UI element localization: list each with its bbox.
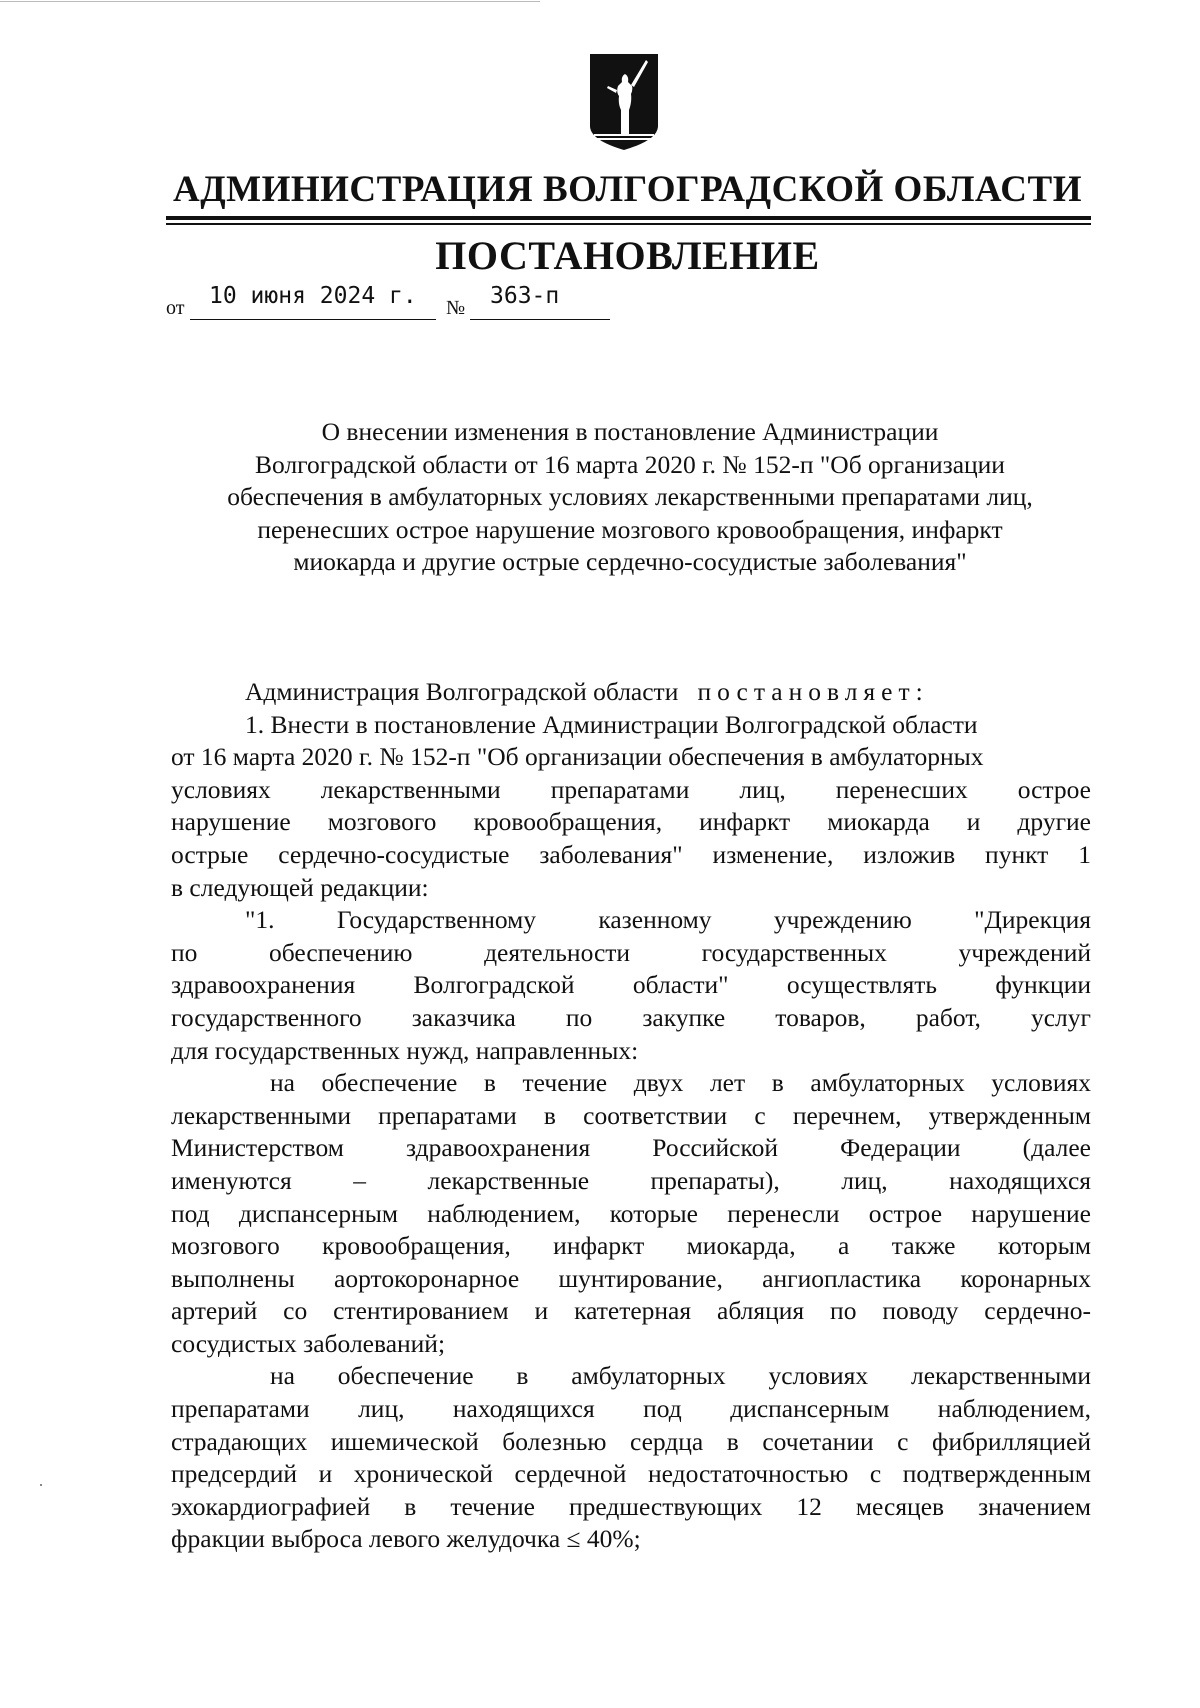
body-line: здравоохранения Волгоградской области" осуществлять функции	[171, 970, 1091, 1000]
scan-speck	[40, 1484, 42, 1486]
body-line: "1. Государственному казенному учреждению "Дирекция	[245, 905, 1091, 935]
preamble-text: Администрация Волгоградской области	[245, 677, 679, 706]
body-line: эхокардиографией в течение предшествующих 12 месяцев значением	[171, 1491, 1091, 1521]
body-line: мозгового кровообращения, инфаркт миокарда, а также которым	[171, 1231, 1091, 1261]
preamble-line	[171, 676, 1091, 709]
body-line: от 16 марта 2020 г. № 152-п "Об организации обеспечения в амбулаторных	[171, 742, 984, 772]
body-line: для государственных нужд, направленных:	[171, 1035, 639, 1065]
body-line: в следующей редакции:	[171, 872, 429, 902]
body-line: лекарственными препаратами в соответствии с перечнем, утвержденным	[171, 1100, 1091, 1130]
document-title	[150, 416, 1110, 579]
body-line: артерий со стентированием и катетерная абляция по поводу сердечно-	[171, 1296, 1091, 1326]
number-underline	[470, 319, 610, 320]
volgograd-emblem-icon	[588, 52, 660, 154]
document-body	[171, 676, 1091, 1556]
body-line: 1. Внести в постановление Администрации Волгоградской области	[245, 709, 978, 739]
body-line: предсердий и хронической сердечной недостаточностью с подтвержденным	[171, 1459, 1091, 1489]
document-type-heading: ПОСТАНОВЛЕНИЕ	[435, 233, 820, 278]
date-underline	[190, 319, 436, 320]
body-line: сосудистых заболеваний;	[171, 1328, 446, 1358]
body-line: препаратами лиц, находящихся под диспансерным наблюдением,	[171, 1394, 1091, 1424]
body-line: Министерством здравоохранения Российской Федерации (далее	[171, 1133, 1091, 1163]
number-value: 363-п	[490, 283, 560, 309]
date-value: 10 июня 2024 г.	[209, 283, 417, 309]
date-number-line	[0, 283, 1200, 323]
date-prefix-label: от	[166, 297, 185, 319]
title-line: миокарда и другие острые сердечно-сосудистые заболевания"	[293, 547, 967, 577]
title-line: перенесших острое нарушение мозгового кровообращения, инфаркт	[257, 514, 1003, 544]
body-line: нарушение мозгового кровообращения, инфаркт миокарда и другие	[171, 807, 1091, 837]
organization-name: АДМИНИСТРАЦИЯ ВОЛГОГРАДСКОЙ ОБЛАСТИ	[172, 169, 1082, 210]
body-line: условиях лекарственными препаратами лиц, перенесших острое	[171, 774, 1091, 804]
body-line: именуются – лекарственные препараты), лиц, находящихся	[171, 1165, 1091, 1195]
number-prefix-label: №	[446, 297, 466, 319]
title-line: О внесении изменения в постановление Администрации	[321, 417, 939, 446]
title-line: Волгоградской области от 16 марта 2020 г. № 152-п "Об организации	[255, 449, 1005, 479]
body-line: выполнены аортокоронарное шунтирование, ангиопластика коронарных	[171, 1263, 1091, 1293]
body-line: государственного заказчика по закупке товаров, работ, услуг	[171, 1002, 1091, 1032]
resolves-text: постановляет:	[697, 677, 929, 706]
title-line: обеспечения в амбулаторных условиях лекарственными препаратами лиц,	[227, 482, 1033, 512]
body-line: на обеспечение в амбулаторных условиях лекарственными	[270, 1361, 1091, 1391]
body-line: по обеспечению деятельности государственных учреждений	[171, 937, 1091, 967]
scan-top-rule	[0, 1, 540, 2]
body-line: острые сердечно-сосудистые заболевания" изменение, изложив пункт 1	[171, 839, 1091, 869]
body-line: фракции выброса левого желудочка ≤ 40%;	[171, 1524, 641, 1554]
header-double-rule	[166, 216, 1091, 225]
body-line: под диспансерным наблюдением, которые перенесли острое нарушение	[171, 1198, 1091, 1228]
body-line: страдающих ишемической болезнью сердца в сочетании с фибрилляцией	[171, 1426, 1091, 1456]
body-line: на обеспечение в течение двух лет в амбулаторных условиях	[270, 1068, 1091, 1098]
